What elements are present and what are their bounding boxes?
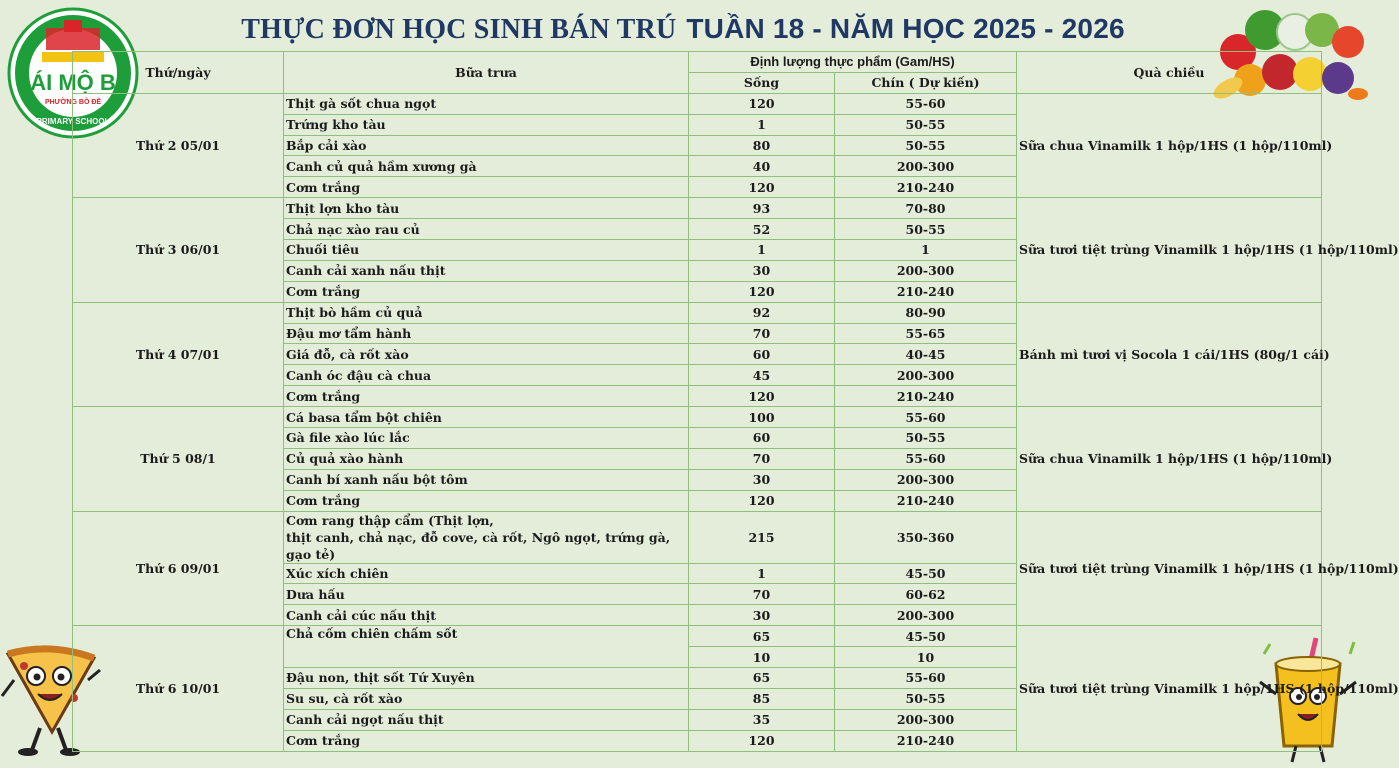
- snack-cell: Sữa tươi tiệt trùng Vinamilk 1 hộp/1HS (1 hộp/110ml): [1017, 511, 1322, 626]
- header-snack: Quà chiều: [1017, 52, 1322, 94]
- raw-qty-cell: 120: [689, 490, 835, 511]
- dish-cell: Canh cải xanh nấu thịt: [284, 260, 689, 281]
- dish-cell: Cơm trắng: [284, 730, 689, 751]
- raw-qty-cell: 30: [689, 260, 835, 281]
- cooked-qty-cell: 50-55: [835, 114, 1017, 135]
- logo-motto: PRIMARY SCHOOL: [36, 117, 110, 126]
- cooked-qty-cell: 70-80: [835, 198, 1017, 219]
- dish-cell: Trứng kho tàu: [284, 114, 689, 135]
- raw-qty-cell: 80: [689, 135, 835, 156]
- raw-qty-cell: 65: [689, 668, 835, 689]
- raw-qty-cell: 10: [689, 647, 835, 668]
- day-cell: Thứ 2 05/01: [73, 93, 284, 197]
- cooked-qty-cell: 55-65: [835, 323, 1017, 344]
- raw-qty-cell: 30: [689, 605, 835, 626]
- snack-cell: Sữa chua Vinamilk 1 hộp/1HS (1 hộp/110ml): [1017, 407, 1322, 511]
- dish-cell: Đậu mơ tẩm hành: [284, 323, 689, 344]
- raw-qty-cell: 70: [689, 323, 835, 344]
- raw-qty-cell: 85: [689, 688, 835, 709]
- dish-cell: Chả nạc xào rau củ: [284, 219, 689, 240]
- cooked-qty-cell: 50-55: [835, 428, 1017, 449]
- logo-ward: PHƯỜNG BỒ ĐỀ: [44, 99, 102, 106]
- raw-qty-cell: 60: [689, 344, 835, 365]
- day-cell: Thứ 4 07/01: [73, 302, 284, 406]
- day-cell: Thứ 6 09/01: [73, 511, 284, 626]
- dish-cell: Xúc xích chiên: [284, 563, 689, 584]
- title-week: TUẦN 18 - NĂM HỌC 2025 - 2026: [686, 13, 1125, 44]
- cooked-qty-cell: 40-45: [835, 344, 1017, 365]
- cooked-qty-cell: 80-90: [835, 302, 1017, 323]
- logo-school-name: ÁI MỘ B: [30, 70, 116, 95]
- cooked-qty-cell: 55-60: [835, 668, 1017, 689]
- table-row: [73, 511, 1322, 563]
- table-row: [73, 93, 1322, 114]
- cooked-qty-cell: 210-240: [835, 490, 1017, 511]
- dish-cell: Thịt bò hầm củ quả: [284, 302, 689, 323]
- day-cell: Thứ 3 06/01: [73, 198, 284, 302]
- dish-cell: Cá basa tẩm bột chiên: [284, 407, 689, 428]
- dish-cell: Canh cải ngọt nấu thịt: [284, 709, 689, 730]
- dish-cell: Củ quả xào hành: [284, 448, 689, 469]
- dish-cell: Canh củ quả hầm xương gà: [284, 156, 689, 177]
- cooked-qty-cell: 200-300: [835, 365, 1017, 386]
- dish-cell: Đậu non, thịt sốt Tứ Xuyên: [284, 668, 689, 689]
- table-row: [73, 302, 1322, 323]
- cooked-qty-cell: 50-55: [835, 688, 1017, 709]
- cooked-qty-cell: 200-300: [835, 260, 1017, 281]
- cooked-qty-cell: 55-60: [835, 93, 1017, 114]
- cooked-qty-cell: 10: [835, 647, 1017, 668]
- dish-cell: Thịt gà sốt chua ngọt: [284, 93, 689, 114]
- cooked-qty-cell: 55-60: [835, 448, 1017, 469]
- cooked-qty-cell: 55-60: [835, 407, 1017, 428]
- day-cell: Thứ 6 10/01: [73, 626, 284, 751]
- dish-cell: Thịt lợn kho tàu: [284, 198, 689, 219]
- table-row: [73, 626, 1322, 647]
- raw-qty-cell: 120: [689, 177, 835, 198]
- cooked-qty-cell: 45-50: [835, 563, 1017, 584]
- cooked-qty-cell: 50-55: [835, 135, 1017, 156]
- cooked-qty-cell: 350-360: [835, 511, 1017, 563]
- menu-body: [73, 93, 1399, 751]
- table-row: [73, 198, 1322, 219]
- raw-qty-cell: 93: [689, 198, 835, 219]
- menu-table: [72, 51, 1399, 752]
- raw-qty-cell: 120: [689, 730, 835, 751]
- header-lunch: Bữa trưa: [284, 52, 689, 94]
- dish-cell: Canh óc đậu cà chua: [284, 365, 689, 386]
- header-raw: Sống: [689, 72, 835, 93]
- raw-qty-cell: 70: [689, 448, 835, 469]
- dish-cell: Cơm rang thập cẩm (Thịt lợn, thịt canh, chả nạc, đỗ cove, cà rốt, Ngô ngọt, trứng gà, gạo tẻ): [284, 511, 689, 563]
- dish-cell: Bắp cải xào: [284, 135, 689, 156]
- raw-qty-cell: 30: [689, 469, 835, 490]
- snack-cell: Sữa tươi tiệt trùng Vinamilk 1 hộp/1HS (1 hộp/110ml): [1017, 626, 1322, 751]
- header-day: Thứ/ngày: [73, 52, 284, 94]
- cooked-qty-cell: 60-62: [835, 584, 1017, 605]
- cooked-qty-cell: 210-240: [835, 177, 1017, 198]
- raw-qty-cell: 120: [689, 386, 835, 407]
- raw-qty-cell: 1: [689, 563, 835, 584]
- table-row: [73, 407, 1322, 428]
- raw-qty-cell: 52: [689, 219, 835, 240]
- raw-qty-cell: 35: [689, 709, 835, 730]
- cooked-qty-cell: 210-240: [835, 386, 1017, 407]
- raw-qty-cell: 65: [689, 626, 835, 647]
- header-cooked: Chín ( Dự kiến): [835, 72, 1017, 93]
- raw-qty-cell: 1: [689, 114, 835, 135]
- dish-cell: Chuối tiêu: [284, 240, 689, 261]
- raw-qty-cell: 40: [689, 156, 835, 177]
- cooked-qty-cell: 200-300: [835, 709, 1017, 730]
- dish-cell: Cơm trắng: [284, 281, 689, 302]
- raw-qty-cell: 100: [689, 407, 835, 428]
- raw-qty-cell: 120: [689, 93, 835, 114]
- dish-cell: Gà file xào lúc lắc: [284, 428, 689, 449]
- cooked-qty-cell: 210-240: [835, 281, 1017, 302]
- raw-qty-cell: 92: [689, 302, 835, 323]
- raw-qty-cell: 45: [689, 365, 835, 386]
- raw-qty-cell: 70: [689, 584, 835, 605]
- dish-cell: Canh cải cúc nấu thịt: [284, 605, 689, 626]
- snack-cell: Sữa chua Vinamilk 1 hộp/1HS (1 hộp/110ml): [1017, 93, 1322, 197]
- raw-qty-cell: 1: [689, 240, 835, 261]
- dish-cell: Cơm trắng: [284, 386, 689, 407]
- raw-qty-cell: 215: [689, 511, 835, 563]
- raw-qty-cell: 60: [689, 428, 835, 449]
- cooked-qty-cell: 45-50: [835, 626, 1017, 647]
- dish-cell: Cơm trắng: [284, 490, 689, 511]
- cooked-qty-cell: 1: [835, 240, 1017, 261]
- cooked-qty-cell: 50-55: [835, 219, 1017, 240]
- dish-cell: Cơm trắng: [284, 177, 689, 198]
- snack-cell: Sữa tươi tiệt trùng Vinamilk 1 hộp/1HS (1 hộp/110ml): [1017, 198, 1322, 302]
- dish-cell: Giá đỗ, cà rốt xào: [284, 344, 689, 365]
- dish-cell: Chả cốm chiên chấm sốt: [284, 626, 689, 668]
- cooked-qty-cell: 200-300: [835, 605, 1017, 626]
- page-title: [0, 12, 1366, 46]
- dish-cell: Canh bí xanh nấu bột tôm: [284, 469, 689, 490]
- cooked-qty-cell: 210-240: [835, 730, 1017, 751]
- cooked-qty-cell: 200-300: [835, 469, 1017, 490]
- title-main: THỰC ĐƠN HỌC SINH BÁN TRÚ: [241, 14, 677, 45]
- snack-cell: Bánh mì tươi vị Socola 1 cái/1HS (80g/1 cái): [1017, 302, 1322, 406]
- dish-cell: Su su, cà rốt xào: [284, 688, 689, 709]
- cooked-qty-cell: 200-300: [835, 156, 1017, 177]
- raw-qty-cell: 120: [689, 281, 835, 302]
- header-quantity: Định lượng thực phẩm (Gam/HS): [689, 52, 1017, 73]
- dish-cell: Dưa hấu: [284, 584, 689, 605]
- day-cell: Thứ 5 08/1: [73, 407, 284, 511]
